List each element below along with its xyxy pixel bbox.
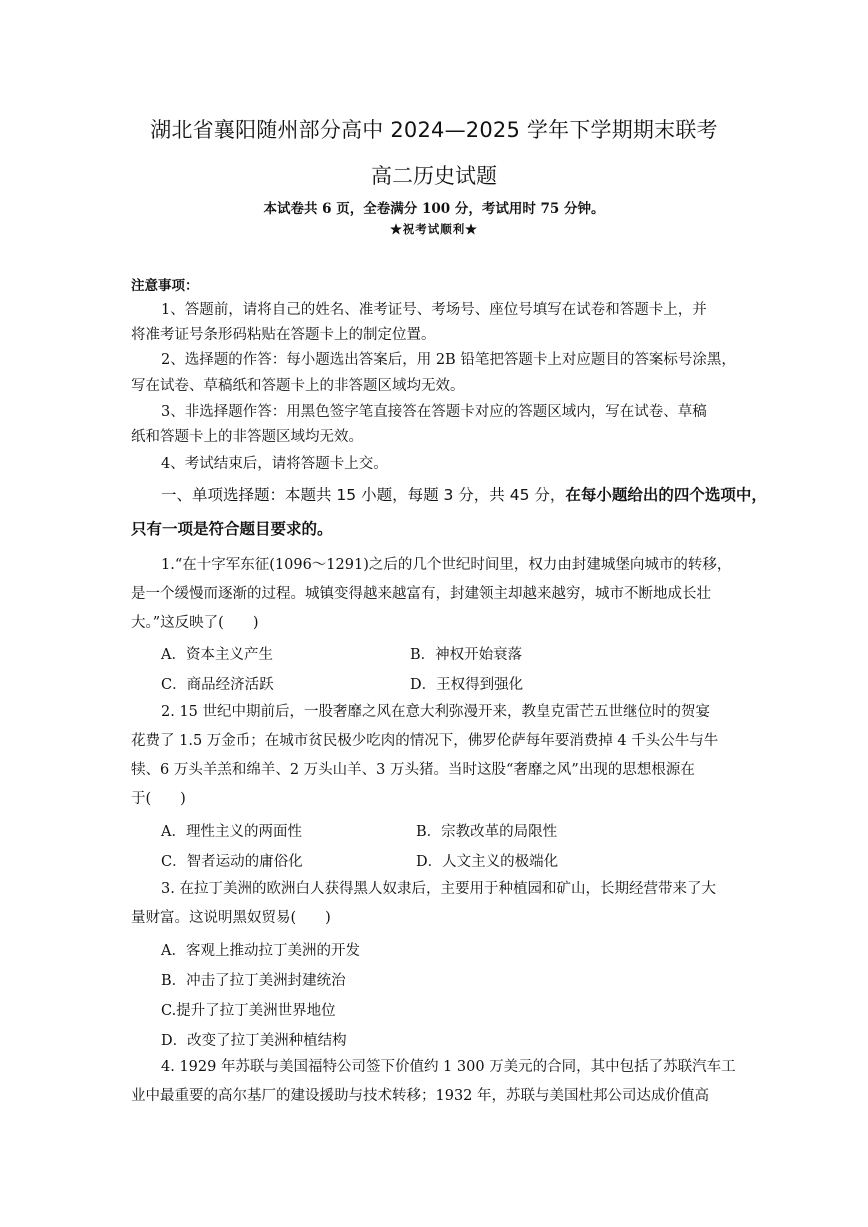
- section-heading-bold: 在每小题给出的四个选项中，: [565, 486, 767, 504]
- question-2-option-c: C．智者运动的庸俗化: [161, 854, 303, 870]
- question-3-option-c: C.提升了拉丁美洲世界地位: [161, 1003, 336, 1019]
- notice-line: 1、答题前，请将自己的姓名、准考证号、考场号、座位号填写在试卷和答题卡上，并: [161, 302, 707, 318]
- question-1-option-c: C．商品经济活跃: [161, 677, 274, 693]
- section-heading-line2: 只有一项是符合题目要求的。: [131, 520, 333, 538]
- section-heading-normal: 一、单项选择题：本题共 15 小题，每题 3 分，共 45 分，: [161, 486, 566, 504]
- notice-line: 4、考试结束后，请将答题卡上交。: [161, 456, 388, 472]
- question-2-option-d: D．人文主义的极端化: [416, 854, 559, 870]
- notice-line: 纸和答题卡上的非答题区域均无效。: [131, 429, 363, 445]
- notice-line: 2、选择题的作答：每小题选出答案后，用 2B 铅笔把答题卡上对应题目的答案标号涂黑，: [161, 352, 736, 368]
- section-heading: [161, 483, 767, 505]
- question-1-option-a: A．资本主义产生: [161, 647, 273, 663]
- question-1-line: 是一个缓慢而逐渐的过程。城镇变得越来越富有，封建领主却越来越穷，城市不断地成长壮: [131, 586, 711, 602]
- exam-subject-title: 高二历史试题: [371, 164, 497, 188]
- question-2-line: 于( ): [131, 791, 186, 807]
- exam-title: 湖北省襄阳随州部分高中 2024—2025 学年下学期期末联考: [150, 118, 718, 142]
- question-2-line: 花费了 1.5 万金币；在城市贫民极少吃肉的情况下，佛罗伦萨每年要消费掉 4 千头公牛与牛: [131, 733, 719, 749]
- question-2-option-a: A．理性主义的两面性: [161, 824, 302, 840]
- notice-line: 3、非选择题作答：用黑色签字笔直接答在答题卡对应的答题区域内，写在试卷、草稿: [161, 404, 707, 420]
- question-3-option-a: A．客观上推动拉丁美洲的开发: [161, 943, 360, 959]
- question-4-line: 4. 1929 年苏联与美国福特公司签下价值约 1 300 万美元的合同，其中包括了苏联汽车工: [161, 1059, 736, 1075]
- question-1-option-b: B．神权开始衰落: [410, 647, 523, 663]
- notice-line: 写在试卷、草稿纸和答题卡上的非答题区域均无效。: [131, 378, 465, 394]
- question-1-line: 大。”这反映了( ): [131, 615, 259, 631]
- question-4-line: 业中最重要的高尔基厂的建设援助与技术转移；1932 年，苏联与美国杜邦公司达成价值高: [131, 1088, 710, 1104]
- question-2-line: 犊、6 万头羊羔和绵羊、2 万头山羊、3 万头猪。当时这股“奢靡之风”出现的思想根源在: [131, 762, 695, 778]
- question-2-line: 2. 15 世纪中期前后，一股奢靡之风在意大利弥漫开来，教皇克雷芒五世继位时的贺宴: [161, 704, 711, 720]
- question-3-option-b: B．冲击了拉丁美洲封建统治: [161, 973, 346, 989]
- question-3-option-d: D．改变了拉丁美洲种植结构: [161, 1033, 347, 1049]
- exam-wish: ★祝考试顺利★: [390, 222, 478, 236]
- question-1-line: 1.“在十字军东征(1096～1291)之后的几个世纪时间里，权力由封建城堡向城市的转移，: [161, 557, 732, 573]
- exam-info: 本试卷共 6 页，全卷满分 100 分，考试用时 75 分钟。: [263, 201, 605, 217]
- notice-heading: 注意事项：: [131, 278, 199, 294]
- notice-line: 将准考证号条形码粘贴在答题卡上的制定位置。: [131, 327, 436, 343]
- question-1-option-d: D．王权得到强化: [410, 677, 524, 693]
- question-2-option-b: B．宗教改革的局限性: [416, 824, 558, 840]
- question-3-line: 量财富。这说明黑奴贸易( ): [131, 910, 331, 926]
- question-3-line: 3. 在拉丁美洲的欧洲白人获得黑人奴隶后，主要用于种植园和矿山，长期经营带来了大: [161, 881, 716, 897]
